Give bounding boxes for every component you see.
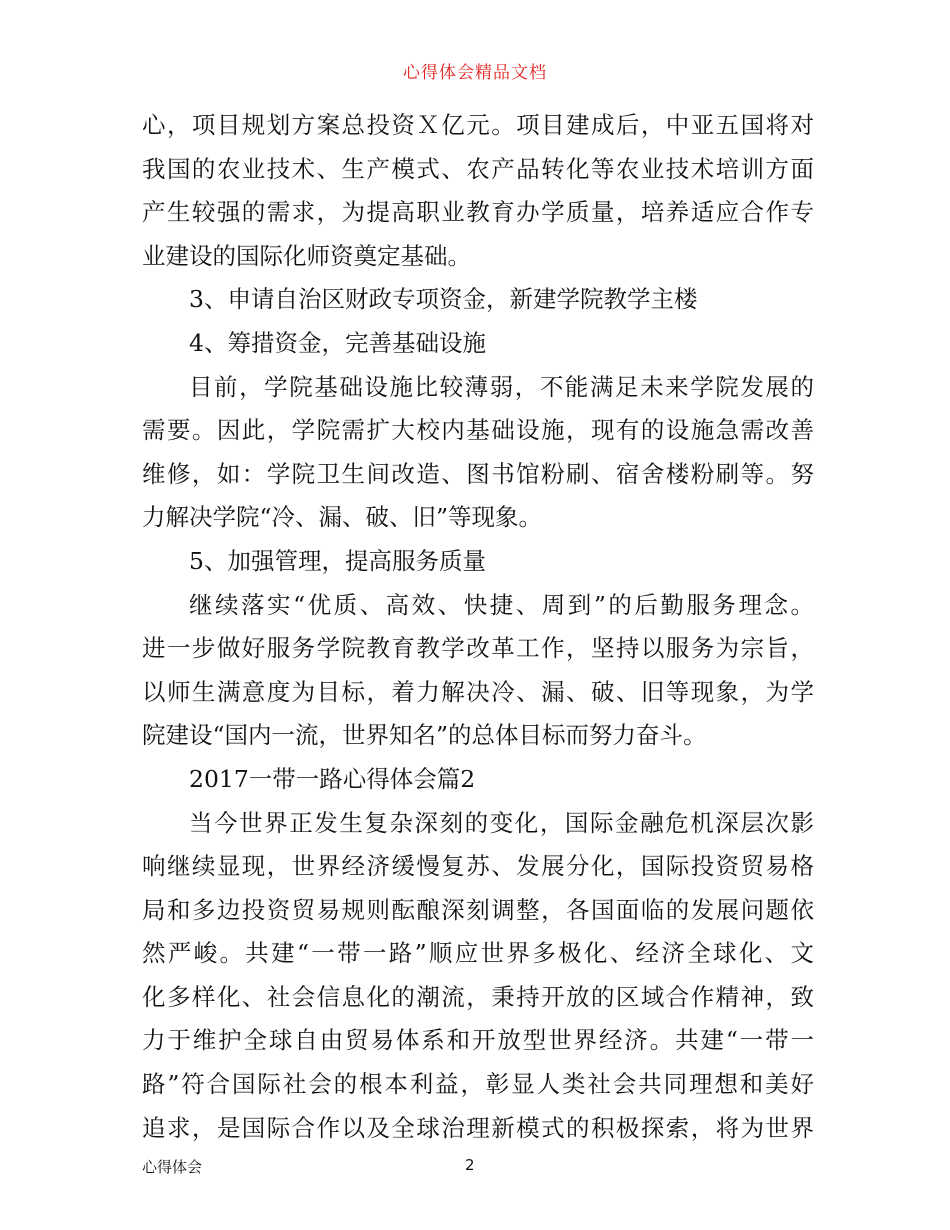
body-line: 需要。因此，学院需扩大校内基础设施，现有的设施急需改善 bbox=[142, 416, 814, 445]
body-line: 继续落实“优质、高效、快捷、周到”的后勤服务理念。 bbox=[189, 590, 814, 619]
body-line: 化多样化、社会信息化的潮流，秉持开放的区域合作精神，致 bbox=[142, 982, 814, 1011]
body-line: 院建设“国内一流，世界知名”的总体目标而努力奋斗。 bbox=[142, 721, 707, 750]
body-line: 维修，如：学院卫生间改造、图书馆粉刷、宿舍楼粉刷等。努 bbox=[142, 459, 814, 488]
section-heading: 5、加强管理，提高服务质量 bbox=[189, 546, 486, 575]
section-heading: 3、申请自治区财政专项资金，新建学院教学主楼 bbox=[189, 285, 698, 314]
body-line: 局和多边投资贸易规则酝酿深刻调整，各国面临的发展问题依 bbox=[142, 895, 814, 924]
document-body bbox=[142, 104, 814, 1150]
article-subtitle: 2017一带一路心得体会篇2 bbox=[189, 764, 476, 793]
body-line: 以师生满意度为目标，着力解决冷、漏、破、旧等现象，为学 bbox=[142, 677, 814, 706]
body-line: 力于维护全球自由贸易体系和开放型世界经济。共建“一带一 bbox=[142, 1026, 814, 1055]
body-line: 进一步做好服务学院教育教学改革工作，坚持以服务为宗旨， bbox=[142, 634, 814, 663]
body-line: 当今世界正发生复杂深刻的变化，国际金融危机深层次影 bbox=[189, 808, 814, 837]
footer-label: 心得体会 bbox=[142, 1158, 203, 1176]
body-line: 心，项目规划方案总投资Ｘ亿元。项目建成后，中亚五国将对 bbox=[142, 111, 814, 139]
body-line: 我国的农业技术、生产模式、农产品转化等农业技术培训方面 bbox=[142, 154, 814, 183]
section-heading: 4、筹措资金，完善基础设施 bbox=[189, 328, 486, 357]
document-header-title: 心得体会精品文档 bbox=[403, 63, 547, 83]
page-number: 2 bbox=[465, 1156, 475, 1174]
body-line: 然严峻。共建“一带一路”顺应世界多极化、经济全球化、文 bbox=[142, 939, 814, 968]
body-line: 力解决学院“冷、漏、破、旧”等现象。 bbox=[142, 503, 543, 532]
body-line: 路”符合国际社会的根本利益，彰显人类社会共同理想和美好 bbox=[142, 1070, 814, 1099]
body-line: 追求，是国际合作以及全球治理新模式的积极探索，将为世界 bbox=[142, 1113, 814, 1142]
body-line: 响继续显现，世界经济缓慢复苏、发展分化，国际投资贸易格 bbox=[142, 852, 814, 881]
body-line: 业建设的国际化师资奠定基础。 bbox=[142, 241, 471, 270]
body-line: 产生较强的需求，为提高职业教育办学质量，培养适应合作专 bbox=[142, 198, 814, 227]
body-line: 目前，学院基础设施比较薄弱，不能满足未来学院发展的 bbox=[189, 372, 814, 401]
